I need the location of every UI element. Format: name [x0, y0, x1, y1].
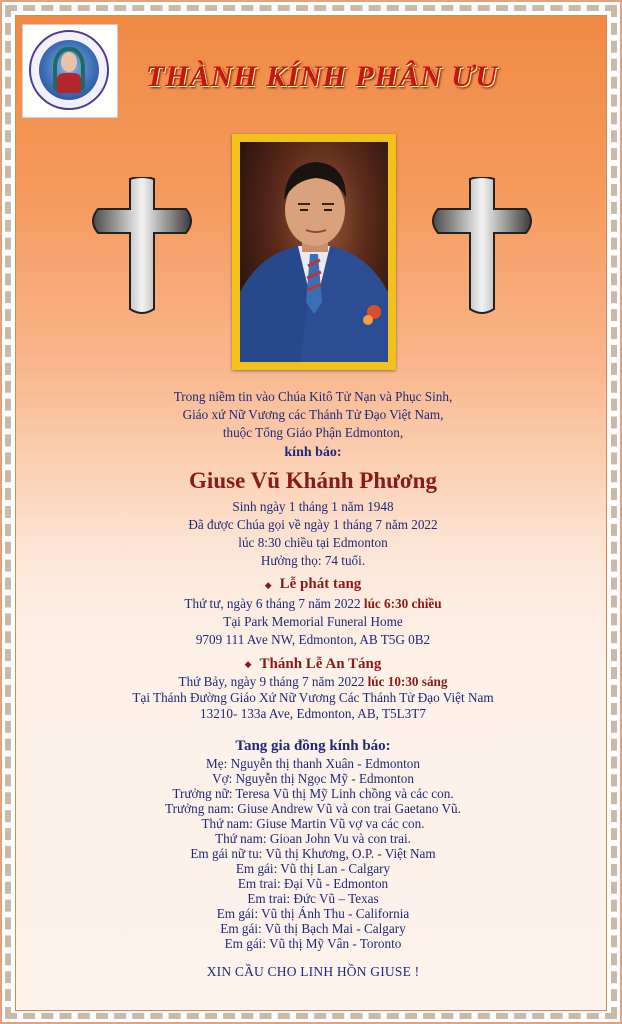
wake-heading — [42, 574, 584, 595]
family-member: Em gái: Vũ thị Lan - Calgary — [235, 861, 391, 877]
intro-line: thuộc Tổng Giáo Phận Edmonton, — [222, 425, 404, 441]
deceased-name: Giuse Vũ Khánh Phương — [189, 467, 437, 493]
funeral-date — [42, 674, 584, 690]
family-member: Trưởng nam: Giuse Andrew Vũ và con trai Gaetano Vũ. — [165, 801, 461, 817]
funeral-heading — [42, 654, 584, 675]
diamond-bullet-icon: ◆ — [264, 579, 272, 590]
wake-heading-text: Lễ phát tang — [279, 576, 362, 593]
logo-robe — [57, 73, 81, 93]
family-member: Thứ nam: Giuse Martin Vũ vợ va các con. — [201, 816, 425, 832]
funeral-date-text: Thứ Bảy, ngày 9 tháng 7 năm 2022 — [178, 674, 368, 690]
funeral-time: lúc 10:30 sáng — [367, 674, 448, 690]
family-member: Em trai: Đức Vũ – Texas — [247, 891, 379, 907]
family-member: Em gái: Vũ thị Mỹ Vân - Toronto — [224, 936, 402, 952]
cross-icon — [428, 177, 536, 317]
funeral-address: 13210- 133a Ave, Edmonton, AB, T5L3T7 — [200, 706, 426, 722]
family-member: Thứ nam: Gioan John Vu và con trai. — [215, 831, 411, 847]
family-member: Trưởng nữ: Teresa Vũ thị Mỹ Linh chồng và các con. — [172, 786, 454, 802]
family-member: Em gái: Vũ thị Bạch Mai - Calgary — [220, 921, 406, 937]
bio-line: Sinh ngày 1 tháng 1 năm 1948 — [232, 498, 394, 514]
page-title: THÀNH KÍNH PHÂN ƯU — [145, 60, 499, 93]
portrait-frame — [232, 134, 396, 370]
wake-place: Tại Park Memorial Funeral Home — [223, 614, 403, 630]
family-member: Em trai: Đại Vũ - Edmonton — [237, 876, 389, 892]
bio-line: Đã được Chúa gọi về ngày 1 tháng 7 năm 2022 — [188, 516, 438, 532]
wake-address: 9709 111 Ave NW, Edmonton, AB T5G 0B2 — [195, 632, 431, 648]
wake-date — [42, 595, 584, 613]
family-heading: Tang gia đồng kính báo: — [235, 738, 391, 755]
family-member: Vợ: Nguyễn thị Ngọc Mỹ - Edmonton — [212, 771, 414, 787]
wake-date-text: Thứ tư, ngày 6 tháng 7 năm 2022 — [184, 595, 364, 611]
announce-label: kính báo: — [284, 444, 342, 460]
family-member: Em gái: Vũ thị Ánh Thu - California — [216, 906, 410, 922]
cross-icon — [88, 177, 196, 317]
funeral-place: Tại Thánh Đường Giáo Xứ Nữ Vương Các Thánh Tử Đạo Việt Nam — [132, 690, 494, 706]
closing-prayer: XIN CẦU CHO LINH HỒN GIUSE ! — [206, 964, 420, 980]
parish-logo — [22, 24, 118, 118]
announcement-text — [42, 388, 584, 981]
logo-face — [61, 52, 77, 72]
family-list — [42, 756, 584, 951]
family-member: Mẹ: Nguyễn thị thanh Xuân - Edmonton — [206, 756, 420, 772]
funeral-heading-text: Thánh Lễ An Táng — [259, 655, 382, 672]
portrait-figure — [240, 142, 388, 362]
diamond-bullet-icon: ◆ — [244, 659, 252, 670]
portrait-photo — [240, 142, 388, 362]
intro-line: Giáo xứ Nữ Vương các Thánh Tử Đạo Việt Nam, — [182, 407, 444, 423]
bio-line: Hưởng thọ: 74 tuổi. — [260, 553, 366, 569]
intro-line: Trong niềm tin vào Chúa Kitô Tử Nạn và Phục Sinh, — [173, 389, 453, 404]
wake-time: lúc 6:30 chiều — [363, 595, 442, 611]
bio-line: lúc 8:30 chiều tại Edmonton — [238, 535, 388, 551]
family-member: Em gái nữ tu: Vũ thị Khương, O.P. - Việt Nam — [190, 846, 436, 862]
